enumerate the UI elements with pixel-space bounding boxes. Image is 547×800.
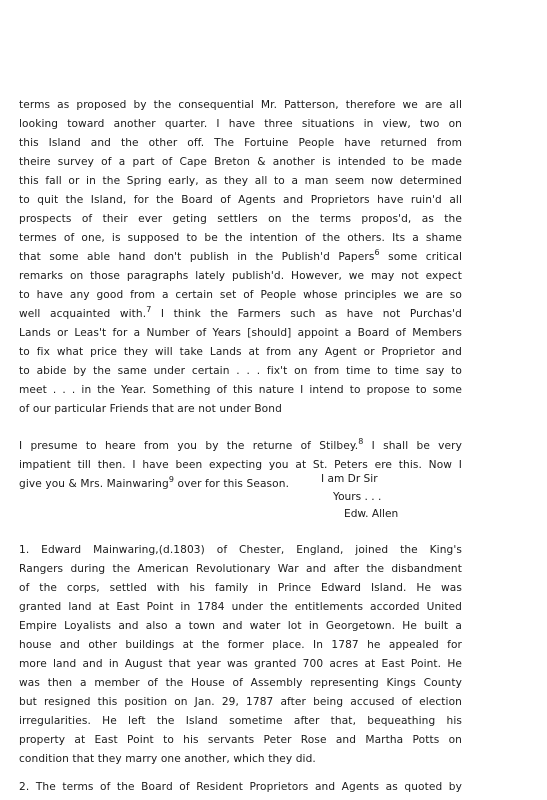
text-line: looking toward another quarter. I have three situations in view, two on	[19, 118, 462, 130]
closing-yours: Yours . . .	[333, 491, 382, 503]
text-line: 1. Edward Mainwaring,(d.1803) of Chester, England, joined the King's	[19, 544, 462, 556]
text-run: over for this Season.	[174, 478, 290, 490]
text-line: to quit the Island, for the Board of Agents and Proprietors have ruin'd all	[19, 194, 462, 206]
text-run: I think the Farmers such as have not Purchas'd	[151, 308, 462, 320]
text-line: theire survey of a part of Cape Breton & another is intended to be made	[19, 156, 462, 168]
text-run: well acquainted with.	[19, 308, 147, 320]
footnote-ref-8[interactable]: 8	[358, 437, 364, 446]
text-run: give you & Mrs. Mainwaring	[19, 478, 169, 490]
text-line: terms as proposed by the consequential Mr. Patterson, therefore we are all	[19, 99, 462, 111]
text-line	[19, 475, 462, 494]
text-line: termes of one, is supposed to be the intention of the others. Its a shame	[19, 232, 462, 244]
footnote-ref-7[interactable]: 7	[146, 305, 152, 314]
text-run: I presume to heare from you by the returne of Stilbey.	[19, 440, 359, 452]
text-line: house and other buildings at the former place. In 1787 he appealed for	[19, 639, 462, 651]
text-line: this Island and the other off. The Fortuine People have returned from	[19, 137, 462, 149]
text-line: impatient till then. I have been expecting you at St. Peters ere this. Now I	[19, 459, 462, 471]
text-line: granted land at East Point in 1784 under the entitlements accorded United	[19, 601, 462, 613]
text-line	[19, 437, 462, 456]
text-line: of the corps, settled with his family in Prince Edward Island. He was	[19, 582, 462, 594]
text-line	[19, 305, 462, 324]
text-line: meet . . . in the Year. Something of this nature I intend to propose to some	[19, 384, 462, 396]
text-line: this fall or in the Spring early, as they all to a man seem now determined	[19, 175, 462, 187]
text-line: to have any good from a certain set of People whose principles we are so	[19, 289, 462, 301]
text-line: Empire Loyalists and also a town and water lot in Georgetown. He built a	[19, 620, 462, 632]
text-line: more land and in August that year was granted 700 acres at East Point. He	[19, 658, 462, 670]
text-line: to fix what price they will take Lands at from any Agent or Proprietor and	[19, 346, 462, 358]
footnote-ref-9[interactable]: 9	[168, 475, 175, 484]
text-run: I shall be very	[363, 440, 462, 452]
text-line: prospects of their ever geting settlers on the terms propos'd, as the	[19, 213, 462, 225]
closing-salutation: I am Dr Sir	[321, 473, 378, 485]
text-run: that some able hand don't publish in the Publish'd Papers	[19, 251, 375, 263]
text-line: 2. The terms of the Board of Resident Proprietors and Agents as quoted by	[19, 781, 462, 793]
signature: Edw. Allen	[344, 508, 399, 520]
text-run: some critical	[379, 251, 463, 263]
footnote-ref-6[interactable]: 6	[374, 248, 380, 257]
text-line: to abide by the same under certain . . . fix't on from time to time say to	[19, 365, 462, 377]
text-line: was then a member of the House of Assembly representing Kings County	[19, 677, 462, 689]
text-line: irregularities. He left the Island sometime after that, bequeathing his	[19, 715, 462, 727]
text-line: Lands or Leas't for a Number of Years [should] appoint a Board of Members	[19, 327, 462, 339]
text-line: but resigned this position on Jan. 29, 1787 after being accused of election	[19, 696, 462, 708]
text-line	[19, 248, 462, 267]
text-line: of our particular Friends that are not under Bond	[19, 403, 282, 415]
text-line: Rangers during the American Revolutionary War and after the disbandment	[19, 563, 462, 575]
text-line: remarks on those paragraphs lately publish'd. However, we may not expect	[19, 270, 462, 282]
text-line: property at East Point to his servants Peter Rose and Martha Potts on	[19, 734, 462, 746]
text-line: condition that they marry one another, which they did.	[19, 753, 316, 765]
